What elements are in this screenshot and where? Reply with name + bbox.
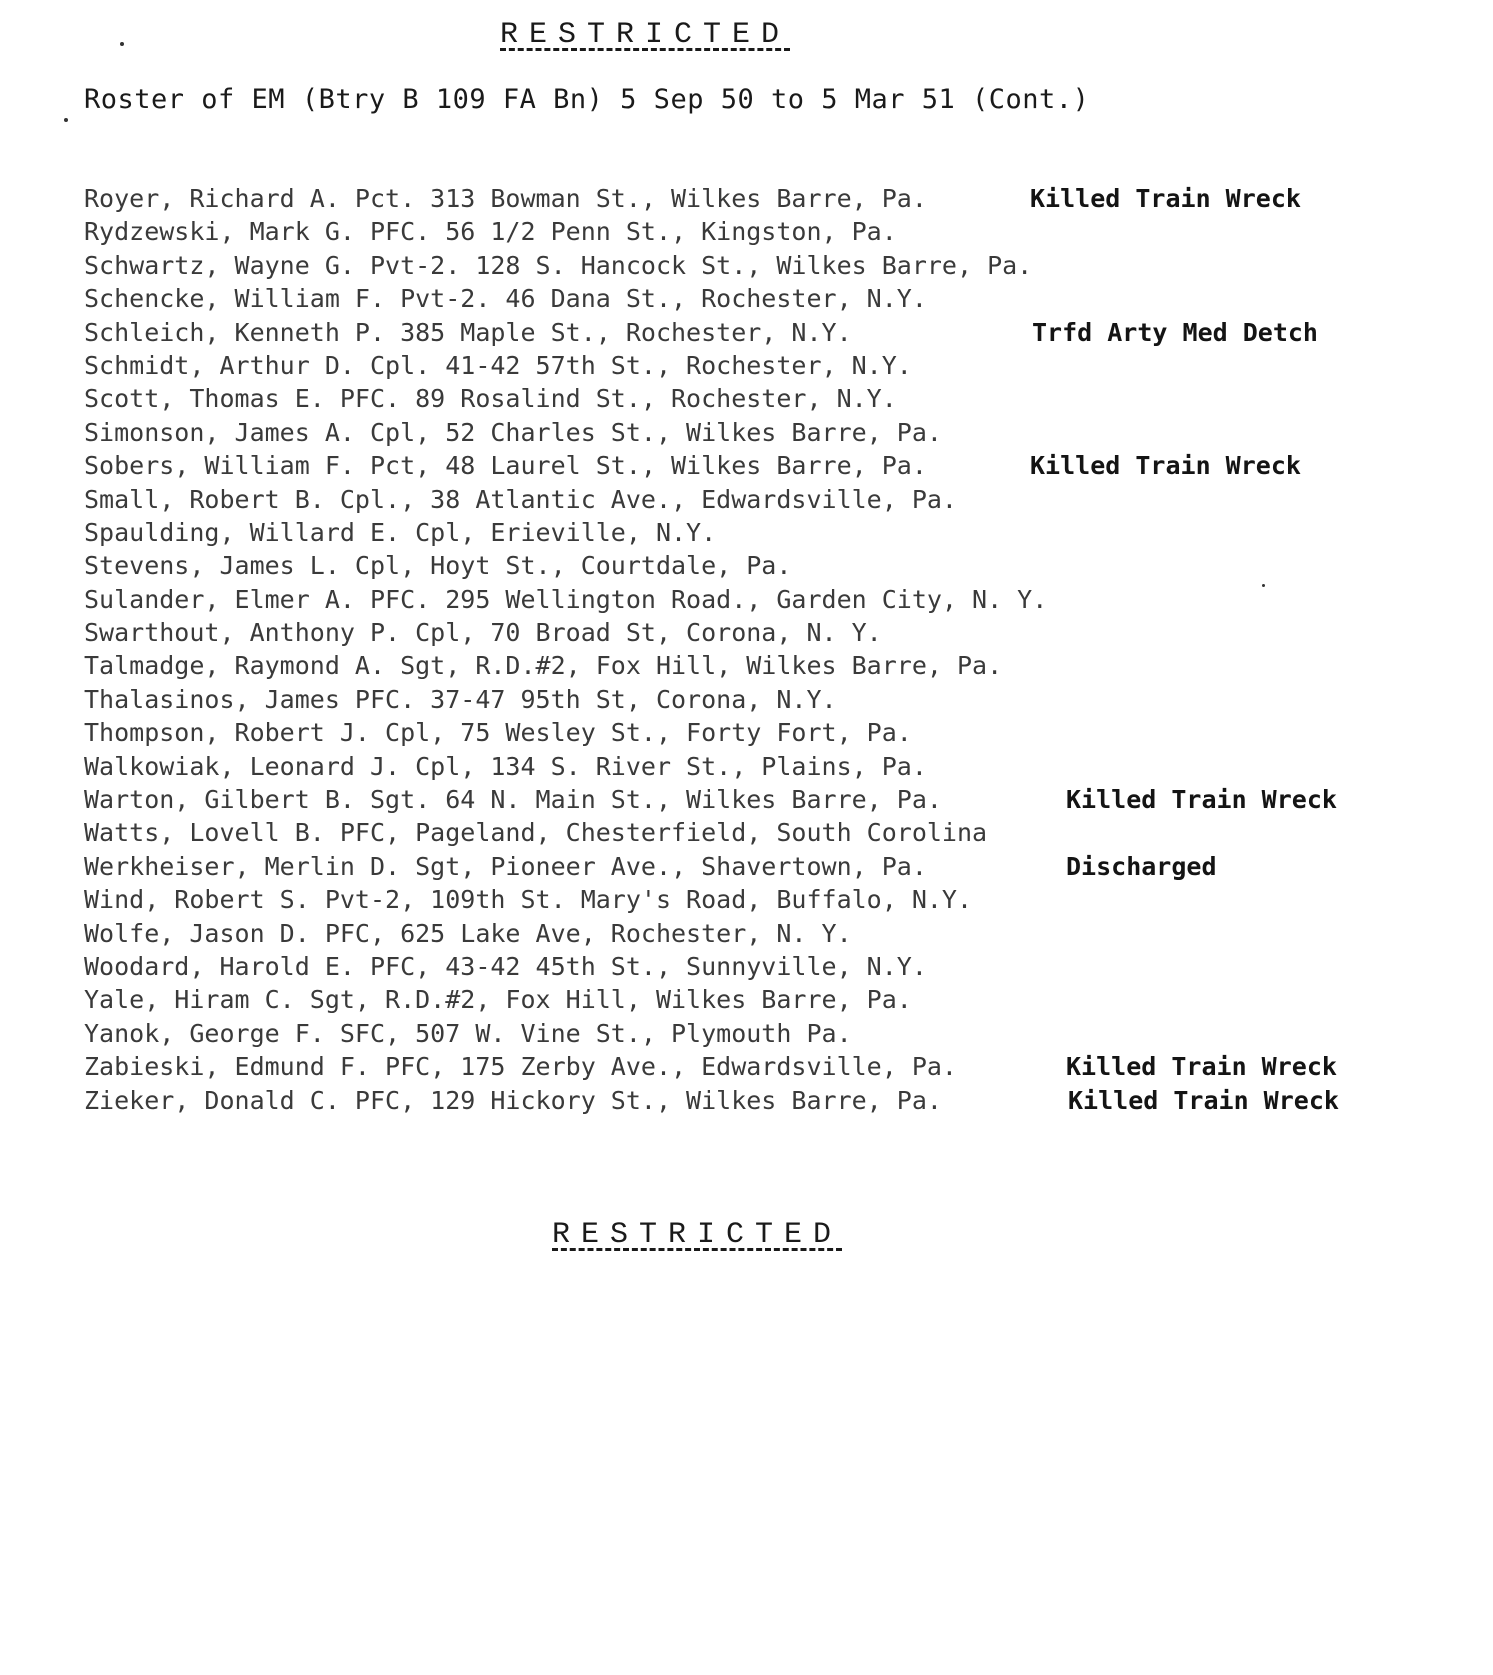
roster-entry-text: Scott, Thomas E. PFC. 89 Rosalind St., Rochester, N.Y. — [84, 384, 897, 414]
roster-entry-text: Royer, Richard A. Pct. 313 Bowman St., Wilkes Barre, Pa. — [84, 184, 927, 213]
roster-entry — [84, 616, 1484, 649]
roster-entry-status-note: Killed Train Wreck — [1068, 1085, 1339, 1115]
roster-entry — [84, 349, 1484, 382]
roster-entry-text: Walkowiak, Leonard J. Cpl, 134 S. River St., Plains, Pa. — [84, 751, 927, 781]
roster-entry — [84, 883, 1484, 916]
roster-entry — [84, 983, 1484, 1016]
roster-entry — [84, 1084, 1484, 1117]
roster-entry-text: Warton, Gilbert B. Sgt. 64 N. Main St., Wilkes Barre, Pa. — [84, 785, 942, 815]
roster-entry — [84, 816, 1484, 849]
roster-entry — [84, 950, 1484, 983]
roster-entry-text: Zieker, Donald C. PFC, 129 Hickory St., Wilkes Barre, Pa. — [84, 1085, 942, 1115]
roster-entry-text: Yanok, George F. SFC, 507 W. Vine St., Plymouth Pa. — [84, 1018, 852, 1048]
roster-entry — [84, 483, 1484, 516]
roster-entry — [84, 783, 1484, 816]
roster-entry-text: Schencke, William F. Pvt-2. 46 Dana St., Rochester, N.Y. — [84, 284, 927, 314]
roster-entry-status-note: Discharged — [1066, 851, 1217, 881]
roster-entry-text: Schmidt, Arthur D. Cpl. 41-42 57th St., Rochester, N.Y. — [84, 350, 912, 380]
roster-entry — [84, 282, 1484, 315]
roster-entry-text: Schwartz, Wayne G. Pvt-2. 128 S. Hancock St., Wilkes Barre, Pa. — [84, 250, 1033, 280]
roster-entry-text: Simonson, James A. Cpl, 52 Charles St., Wilkes Barre, Pa. — [84, 417, 942, 447]
roster-entry-status-note: Killed Train Wreck — [1030, 184, 1301, 213]
roster-entry — [84, 850, 1484, 883]
roster-entry — [84, 516, 1484, 549]
roster-entry-text: Sobers, William F. Pct, 48 Laurel St., Wilkes Barre, Pa. — [84, 451, 927, 481]
roster-entry — [84, 1050, 1484, 1083]
roster-entry — [84, 750, 1484, 783]
roster-entry — [84, 683, 1484, 716]
roster-entry-text: Thompson, Robert J. Cpl, 75 Wesley St., Forty Fort, Pa. — [84, 718, 912, 748]
roster-entry — [84, 1017, 1484, 1050]
roster-entry — [84, 449, 1484, 482]
roster-entry-text: Talmadge, Raymond A. Sgt, R.D.#2, Fox Hill, Wilkes Barre, Pa. — [84, 651, 1003, 681]
roster-entry — [84, 583, 1484, 616]
roster-entry — [84, 549, 1484, 582]
stray-mark — [1262, 584, 1265, 587]
roster-title: Roster of EM (Btry B 109 FA Bn) 5 Sep 50 to 5 Mar 51 (Cont.) — [84, 84, 1090, 115]
roster-entry-status-note: Trfd Arty Med Detch — [1032, 317, 1318, 347]
stray-mark — [120, 42, 124, 46]
roster-entry-text: Wind, Robert S. Pvt-2, 109th St. Mary's Road, Buffalo, N.Y. — [84, 885, 973, 915]
roster-entry-text: Zabieski, Edmund F. PFC, 175 Zerby Ave., Edwardsville, Pa. — [84, 1052, 957, 1082]
header-classification-marking: RESTRICTED — [500, 18, 791, 52]
roster-entry-status-note: Killed Train Wreck — [1066, 785, 1337, 815]
stray-mark — [64, 118, 68, 122]
roster-entry-text: Swarthout, Anthony P. Cpl, 70 Broad St, Corona, N. Y. — [84, 618, 882, 648]
roster-entry-text: Werkheiser, Merlin D. Sgt, Pioneer Ave., Shavertown, Pa. — [84, 851, 927, 881]
roster-entry-text: Stevens, James L. Cpl, Hoyt St., Courtdale, Pa. — [84, 551, 792, 581]
roster-entry-status-note: Killed Train Wreck — [1030, 451, 1301, 481]
roster-entry — [84, 917, 1484, 950]
roster-entry-status-note: Killed Train Wreck — [1066, 1052, 1337, 1082]
roster-entry-text: Sulander, Elmer A. PFC. 295 Wellington Road., Garden City, N. Y. — [84, 584, 1048, 614]
roster-entry-text: Watts, Lovell B. PFC, Pageland, Chesterfield, South Corolina — [84, 818, 988, 848]
roster-entry-text: Yale, Hiram C. Sgt, R.D.#2, Fox Hill, Wilkes Barre, Pa. — [84, 985, 912, 1015]
roster-list — [84, 182, 1484, 1117]
roster-entry — [84, 716, 1484, 749]
roster-entry-text: Wolfe, Jason D. PFC, 625 Lake Ave, Rochester, N. Y. — [84, 918, 852, 948]
footer-classification-marking: RESTRICTED — [552, 1218, 843, 1252]
roster-entry — [84, 316, 1484, 349]
roster-entry-text: Spaulding, Willard E. Cpl, Erieville, N.Y. — [84, 517, 717, 547]
roster-entry-text: Schleich, Kenneth P. 385 Maple St., Rochester, N.Y. — [84, 317, 852, 347]
roster-entry — [84, 182, 1484, 215]
roster-entry — [84, 215, 1484, 248]
roster-entry-text: Small, Robert B. Cpl., 38 Atlantic Ave., Edwardsville, Pa. — [84, 484, 957, 514]
roster-entry — [84, 382, 1484, 415]
roster-entry — [84, 249, 1484, 282]
roster-entry — [84, 416, 1484, 449]
roster-entry — [84, 649, 1484, 682]
roster-entry-text: Rydzewski, Mark G. PFC. 56 1/2 Penn St., Kingston, Pa. — [84, 217, 897, 247]
roster-entry-text: Woodard, Harold E. PFC, 43-42 45th St., Sunnyville, N.Y. — [84, 951, 927, 981]
roster-entry-text: Thalasinos, James PFC. 37-47 95th St, Corona, N.Y. — [84, 684, 837, 714]
